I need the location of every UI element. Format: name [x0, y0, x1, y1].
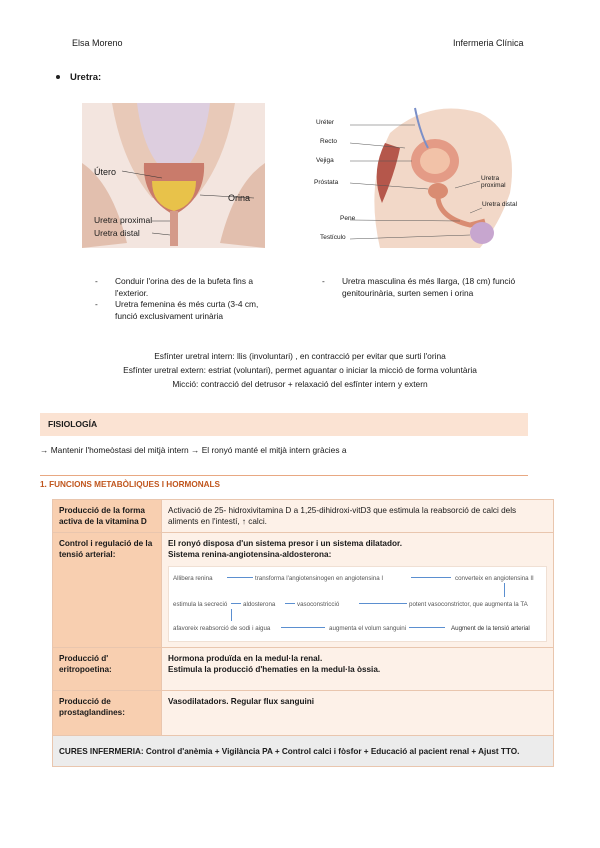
- raa-line-1: El ronyó disposa d'un sistema presor i un sistema dilatador.: [168, 539, 402, 548]
- flow-arrow: [231, 609, 232, 621]
- table-row: [53, 736, 554, 767]
- raa-flow-diagram: [168, 566, 547, 642]
- label-prostata: Próstata: [314, 179, 339, 186]
- row-value: [162, 648, 554, 691]
- right-bullet-list: [322, 276, 537, 299]
- flow-arrow: [227, 577, 253, 578]
- flow-step: converteix en angiotensina II: [455, 575, 534, 582]
- label-pene: Pene: [340, 215, 356, 222]
- fisiologia-banner: FISIOLOGÍA: [40, 413, 528, 436]
- epo-line-2: Estimula la producció d'hematies en la medul·la òssia.: [168, 665, 381, 674]
- flow-step: Allibera renina: [173, 575, 213, 582]
- header-course: Infermeria Clínica: [453, 38, 524, 48]
- row-value: Vasodilatadors. Regular flux sanguini: [162, 691, 554, 736]
- label-orina: Orina: [228, 193, 251, 203]
- list-item: - Conduir l'orina des de la bufeta fins a l'exterior.: [95, 276, 280, 299]
- note-line: Esfínter uretral intern: llis (involuntari) , en contracció per evitar que surti l'orina: [154, 351, 446, 361]
- flow-step: estimula la secreció: [173, 601, 228, 608]
- flow-arrow: [231, 603, 241, 604]
- raa-line-2: Sistema renina-angiotensina-aldosterona:: [168, 550, 332, 559]
- header-author: Elsa Moreno: [72, 38, 123, 48]
- flow-step: augmenta el volum sanguini: [329, 625, 407, 632]
- flow-arrow: [504, 583, 505, 597]
- list-item: - Uretra masculina és més llarga, (18 cm) funció genitourinària, surten semen i orina: [322, 276, 537, 299]
- note-line: Esfínter uretral extern: estriat (voluntari), permet aguantar o iniciar la micció de forma voluntària: [123, 365, 477, 375]
- label-uretra-proximal-m: Uretra proximal: [481, 175, 506, 189]
- label-uretra-distal-m: Uretra distal: [482, 201, 518, 208]
- flow-arrow: [411, 577, 451, 578]
- label-vejiga: Vejiga: [316, 157, 334, 164]
- female-urethra-figure: [82, 103, 265, 248]
- flow-arrow: [281, 627, 325, 628]
- flow-arrow: [409, 627, 445, 628]
- bullet-dot-icon: [56, 75, 60, 79]
- label-utero: Útero: [94, 167, 117, 177]
- row-key: Producció de prostaglandines:: [53, 691, 162, 736]
- row-key: Producció de la forma activa de la vitamina D: [53, 500, 162, 533]
- row-value: Activació de 25- hidroxivitamina D a 1,25-dihidroxi-vitD3 que estimula la reabsorció de calci dels aliments en l'intestí, ↑ calci.: [162, 500, 554, 533]
- label-uretra-proximal: Uretra proximal: [94, 215, 153, 225]
- flow-step: afavoreix reabsorció de sodi i aigua: [173, 625, 271, 632]
- left-bullet-list: [95, 276, 280, 322]
- flow-arrow: [359, 603, 407, 604]
- cures-infermeria-row: CURES INFERMERIA: Control d'anèmia + Vigilància PA + Control calci i fòsfor + Educació al pacient renal + Ajust TTO.: [53, 736, 554, 767]
- flow-step: aldosterona: [243, 601, 276, 608]
- flow-step: potent vasoconstrictor, que augmenta la TA: [409, 601, 528, 608]
- list-item: - Uretra femenina és més curta (3-4 cm, funció exclusivament urinària: [95, 299, 280, 322]
- uretra-heading: Uretra:: [56, 72, 101, 83]
- fisiologia-intro: → Mantenir l'homeòstasi del mitjà intern → El ronyó manté el mitjà intern gràcies a: [40, 445, 347, 455]
- flow-step: transforma l'angiotensinogen en angiotensina I: [255, 575, 384, 582]
- flow-step: Augment de la tensió arterial: [451, 625, 530, 632]
- note-line: Micció: contracció del detrusor + relaxació del esfínter intern y extern: [172, 379, 428, 389]
- row-key: Control i regulació de la tensió arterial:: [53, 533, 162, 648]
- row-value: [162, 533, 554, 648]
- label-uretra-distal: Uretra distal: [94, 228, 140, 238]
- epo-line-1: Hormona produïda en la medul·la renal.: [168, 654, 323, 663]
- flow-step: vasoconstricció: [297, 601, 340, 608]
- sphincter-notes: [0, 349, 600, 391]
- row-key: Producció d' eritropoetina:: [53, 648, 162, 691]
- table-row: [53, 691, 554, 736]
- table-row: [53, 648, 554, 691]
- flow-arrow: [285, 603, 295, 604]
- label-testiculo: Testículo: [320, 234, 346, 241]
- table-row: [53, 533, 554, 648]
- label-recto: Recto: [320, 138, 337, 145]
- section-divider: [40, 475, 528, 476]
- functions-table: [52, 499, 554, 767]
- section-title: 1. FUNCIONS METABÒLIQUES I HORMONALS: [40, 480, 220, 489]
- label-ureter: Uréter: [316, 119, 335, 126]
- male-urethra-figure: [310, 103, 530, 248]
- table-row: [53, 500, 554, 533]
